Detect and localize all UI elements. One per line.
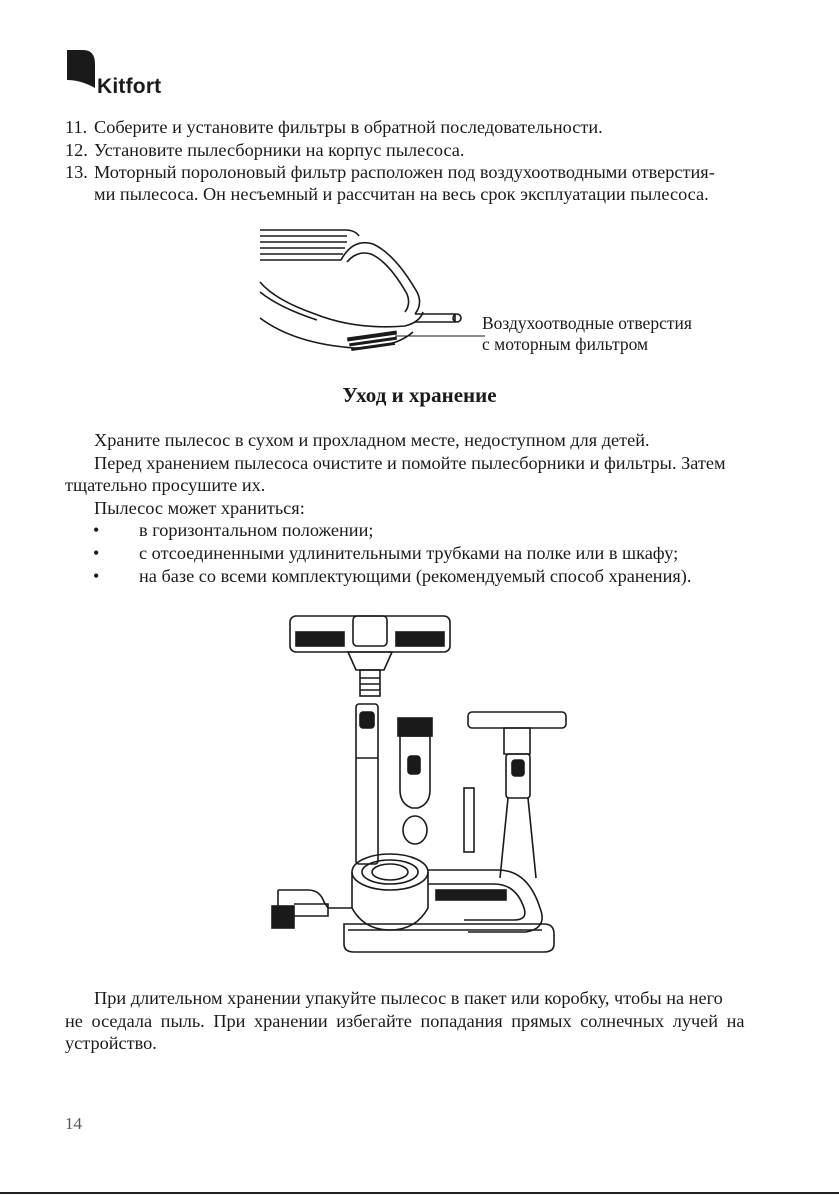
bullet-marker: • bbox=[93, 520, 100, 540]
step-12-number: 12. bbox=[65, 140, 88, 160]
paragraph-storage-place: Храните пылесос в сухом и прохладном месте, недоступном для детей. bbox=[94, 430, 650, 450]
step-13-text: Моторный поролоновый фильтр расположен под воздухоотводными отверстия- bbox=[94, 162, 715, 182]
step-12-text: Установите пылесборники на корпус пылесоса. bbox=[94, 140, 465, 160]
bullet-item-base: на базе со всеми комплектующими (рекомендуемый способ хранения). bbox=[139, 566, 692, 586]
step-13-number: 13. bbox=[65, 162, 88, 182]
paragraph-before-storage-cont: тщательно просушите их. bbox=[65, 475, 266, 495]
step-11-text: Соберите и установите фильтры в обратной последовательности. bbox=[94, 117, 603, 137]
kitfort-logo bbox=[67, 50, 167, 100]
bullet-marker: • bbox=[93, 566, 100, 586]
bullet-item-shelf: с отсоединенными удлинительными трубками на полке или в шкафу; bbox=[139, 543, 679, 563]
paragraph-long-storage-cont: не оседала пыль. При хранении избегайте попадания прямых солнечных лучей на bbox=[65, 1011, 745, 1031]
storage-base-illustration bbox=[268, 608, 578, 958]
paragraph-can-be-stored: Пылесос может храниться: bbox=[94, 498, 305, 518]
bullet-item-horizontal: в горизонтальном положении; bbox=[139, 520, 374, 540]
bottom-rule bbox=[0, 1192, 839, 1194]
step-13-text-cont: ми пылесоса. Он несъемный и рассчитан на весь срок эксплуатации пылесоса. bbox=[94, 184, 709, 204]
step-11-number: 11. bbox=[65, 117, 88, 137]
paragraph-before-storage: Перед хранением пылесоса очистите и помойте пылесборники и фильтры. Затем bbox=[94, 453, 726, 473]
page-number: 14 bbox=[65, 1114, 82, 1133]
paragraph-long-storage: При длительном хранении упакуйте пылесос в пакет или коробку, чтобы на него bbox=[94, 988, 723, 1008]
figure1-caption-line1: Воздухоотводные отверстия bbox=[482, 313, 692, 333]
kitfort-logo-icon bbox=[67, 50, 95, 88]
figure1-caption-line2: с моторным фильтром bbox=[482, 334, 649, 354]
logo-text: Kitfort bbox=[97, 75, 162, 98]
section-heading: Уход и хранение bbox=[342, 383, 497, 407]
bullet-marker: • bbox=[93, 543, 100, 563]
exhaust-vents-illustration bbox=[255, 222, 485, 352]
paragraph-long-storage-end: устройство. bbox=[65, 1033, 157, 1053]
